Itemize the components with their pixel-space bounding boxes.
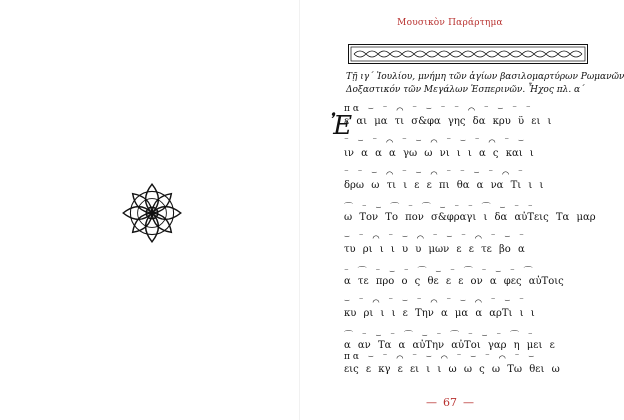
neume-line: ⌒ ⁻ ⌣ ⁻ ⌒ ⌣ ⁻ ⌒ ⁻ ⌣ ⁻ ⌒ ⁻	[344, 331, 536, 341]
lyric-line: ιν α α α γω ω νι ι ι α ς και ι	[344, 148, 534, 159]
chant-staff	[344, 136, 594, 162]
chant-staff	[344, 328, 594, 354]
chant-staff	[344, 264, 594, 290]
chant-staff	[344, 168, 594, 194]
chant-staff	[344, 352, 594, 378]
neume-line: ⌣ ⁻ ⌒ ⁻ ⌣ ⌒ ⁻ ⌣ ⁻ ⌒ ⁻ ⌣ ⁻	[344, 232, 527, 242]
footer-dash-right: —	[463, 396, 474, 409]
neume-line: πα ⌣ ⁻ ⌒ ⁻ ⌣ ⁻ ⁻ ⌒ ⁻ ⌣ ⁻ ⁻	[344, 104, 534, 114]
neume-line: ⁻ ⌣ ⁻ ⌒ ⁻ ⌣ ⌒ ⁻ ⌣ ⁻ ⌒ ⁻ ⌣	[344, 136, 527, 146]
neume-line: πα ⌣ ⁻ ⌒ ⁻ ⌣ ⌒ ⁻ ⌣ ⁻ ⌒ ⁻ ⌣	[344, 352, 538, 362]
chant-staff	[344, 296, 594, 322]
lyric-line: εις ε κγ ε ει ι ι ω ω ς ω Τω θει ω	[344, 364, 560, 375]
footer-dash-left: —	[426, 396, 437, 409]
lyric-line: κυ ρι ι ι ε Την α μα α αρΤι ι ι	[344, 308, 535, 319]
page-number: 67	[443, 396, 457, 409]
neume-line: ⌣ ⁻ ⌒ ⁻ ⌣ ⁻ ⌒ ⁻ ⌣ ⌒ ⁻ ⌣ ⁻	[344, 296, 527, 306]
right-page	[300, 0, 624, 420]
chant-staff	[344, 232, 594, 258]
neume-line: ⁻ ⌒ ⁻ ⌣ ⁻ ⌒ ⌣ ⁻ ⌒ ⁻ ⌣ ⁻ ⌒	[344, 267, 536, 277]
running-header: Μουσικὸν Παράρτημα	[397, 18, 503, 28]
illuminated-initial: Ἐ	[330, 111, 353, 141]
chant-staff	[344, 104, 594, 130]
left-page	[0, 0, 300, 420]
decorative-rosette-icon	[116, 177, 188, 249]
neume-line: ⌒ ⁻ ⌣ ⌒ ⁻ ⌒ ⌣ ⁻ ⁻ ⌒ ⌣ ⁻ ⁻	[344, 203, 536, 213]
rubric-line-2: Δοξαστικόν τῶν Μεγάλων Ἑσπερινῶν. Ἦχος πλ. α´	[346, 85, 585, 95]
lyric-line: ω Τον Το πον σ&φραγι ι δα αὐΤεις Τα μαρ	[344, 212, 596, 223]
page-footer	[300, 396, 600, 409]
lyric-line: δρω ω τι ι ε ε πι θα α να Τι ι ι	[344, 180, 544, 191]
lyric-line: ε αι μα τι σ&φα γης δα κρυ ϋ ει ι	[344, 116, 552, 127]
lyric-line: α αν Τα α αὐΤην αὐΤοι γαρ η μει ε	[344, 340, 555, 351]
neume-line: ⁻ ⁻ ⌣ ⌒ ⁻ ⌣ ⌒ ⁻ ⁻ ⌣ ⁻ ⌒ ⁻	[344, 168, 526, 178]
decorative-frieze-icon	[348, 44, 588, 64]
chant-staff	[344, 200, 594, 226]
lyric-line: α τε προ ο ς θε ε ε ον α φες αὐΤοις	[344, 276, 564, 287]
rubric-line-1: Τῇ ιγ´ Ἰουλίου, μνήμη τῶν ἁγίων βασιλομαρτύρων Ρωμανῶν	[346, 72, 624, 82]
lyric-line: τυ ρι ι ι υ υ μων ε ε τε βο α	[344, 244, 525, 255]
